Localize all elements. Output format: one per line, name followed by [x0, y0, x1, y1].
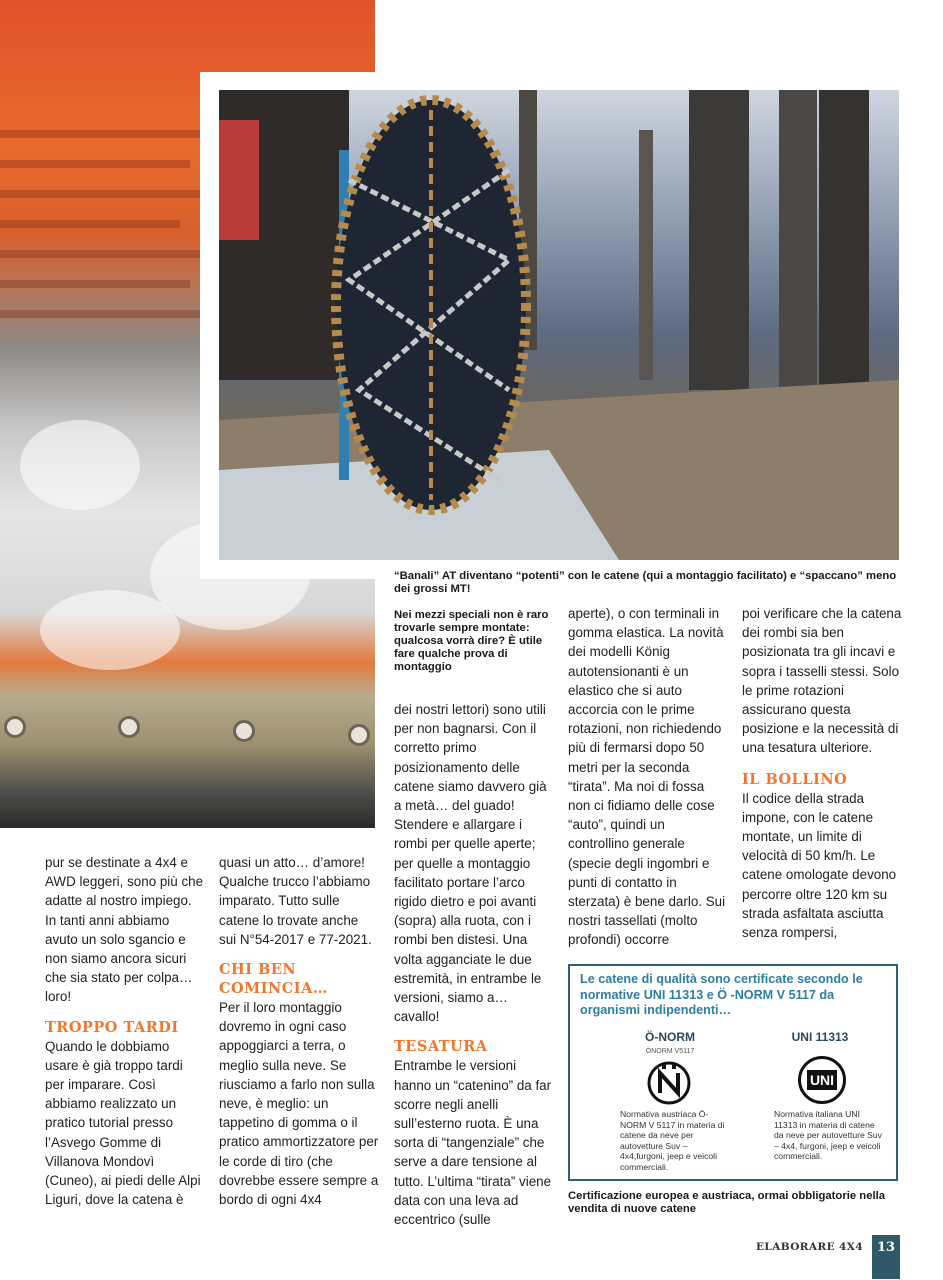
- snow-clump: [20, 420, 140, 510]
- bolt: [118, 716, 140, 738]
- paragraph: aperte), o con terminali in gomma elastica. La novità dei modelli König autotensionanti è un elastico che si auto accorcia con le prime rotazioni, non richiedendo più di fermarsi dopo 50 metri per la seconda “tirata”. Ma noi di fossa non ci fidiamo delle cose “auto”, quindi un controllino generale (specie degli ingombri e punti di contatto in sterzata) è bene darlo. Sui nostri tassellati (molto profondi) occorre: [568, 606, 726, 948]
- photo-stripe: [0, 310, 200, 318]
- photo-stripe: [0, 280, 190, 288]
- onorm-title: Ö-NORM: [645, 1030, 695, 1044]
- photo-stripe: [0, 190, 200, 198]
- text-column-3: [394, 700, 554, 1229]
- photo-caption: “Banali” AT diventano “potenti” con le catene (qui a montaggio facilitato) e “spaccano” meno dei grossi MT!: [394, 570, 897, 595]
- paragraph: dei nostri lettori) sono utili per non bagnarsi. Con il corretto primo posizionamento delle catene siamo davvero già a metà… del guado! Stendere e allargare i rombi per quelle aperte; per quelle a montaggio facilitato portare l’arco rigido dietro e poi avanti (sopra) alla ruota, con i rombi ben distesi. Una volta agganciate le due estremità, in entrambe le versioni, siamo a… cavallo!: [394, 702, 547, 1025]
- paragraph: quasi un atto… d’amore! Qualche trucco l’abbiamo imparato. Tutto sulle catene lo trovate anche sui N°54-2017 e 77-2021.: [219, 855, 372, 947]
- paragraph: Per il loro montaggio dovremo in ogni caso appoggiarci a terra, o meglio sulla neve. Se riusciamo a farlo non sulla neve, è meglio: un tappetino di gomma o il pratico ammortizzatore per le corde di tiro (che dovrebbe essere sempre a bordo di ogni 4x4: [219, 1000, 379, 1208]
- certification-box: [568, 964, 898, 1181]
- paragraph: Entrambe le versioni hanno un “catenino” da far scorre negli anelli sull’esterno ruota. È una sorta di “tangenziale” che serve a dare tensione al tutto. L’ultima “tirata” viene data con una leva ad eccentrico (sulle: [394, 1058, 552, 1228]
- section-heading-il-bollino: IL BOLLINO: [742, 770, 848, 788]
- photo-stripe: [0, 130, 200, 138]
- tire-chain-photo: [219, 90, 899, 560]
- page-number: 13: [872, 1235, 900, 1279]
- tire-chain-illustration: [219, 90, 899, 560]
- photo-stripe: [0, 220, 180, 228]
- section-heading-troppo-tardi: TROPPO TARDI: [45, 1018, 179, 1036]
- uni-logo-text: UNI: [807, 1070, 837, 1090]
- snow-clump: [40, 590, 180, 670]
- paragraph: Il codice della strada impone, con le catene montate, un limite di velocità di 50 km/h. Le catene omologate devono percorre oltre 120 km su strada asfaltata asciutta senza rompersi,: [742, 790, 897, 941]
- uni-logo-icon: [798, 1056, 846, 1104]
- text-column-1: [45, 853, 205, 1209]
- text-column-4: [568, 604, 728, 950]
- pull-quote: Nei mezzi speciali non è raro trovarle sempre montate: qualcosa vorrà dire? È utile fare qualche prova di montaggio: [394, 609, 549, 673]
- section-heading-tesatura: TESATURA: [394, 1038, 488, 1056]
- bolt: [233, 720, 255, 742]
- uni-title: UNI 11313: [791, 1030, 849, 1044]
- onorm-logo-label: ÖNORM V5117: [645, 1048, 695, 1055]
- paragraph: Quando le dobbiamo usare è già troppo tardi per imparare. Così abbiamo realizzato un pratico tutorial presso l’Asvego Gomme di Villanova Mondovì (Cuneo), ai piedi delle Alpi Liguri, dove la catena è: [45, 1038, 201, 1208]
- onorm-description: Normativa austriaca Ö-NORM V 5117 in materia di catene da neve per autovetture Suv – 4x4,furgoni, jeep e veicoli commerciali.: [620, 1109, 725, 1172]
- paragraph: poi verificare che la catena dei rombi sia ben posizionata tra gli incavi e sopra i tasselli stessi. Solo le prime rotazioni assicurano questa posizione e la necessità di una tesatura ulteriore.: [742, 606, 902, 756]
- magazine-name: ELABORARE 4X4: [756, 1241, 863, 1253]
- text-column-2: [219, 853, 379, 1209]
- cert-title: Le catene di qualità sono certificate secondo le normative UNI 11313 e Ö -NORM V 5117 da organismi indipendenti…: [580, 972, 863, 1017]
- photo-stripe: [0, 160, 190, 168]
- paragraph: pur se destinate a 4x4 e AWD leggeri, sono più che adatte al nostro impiego. In tanti anni abbiamo avuto un solo sgancio e non siamo ancora sicuri che sia stato per colpa… loro!: [45, 855, 204, 1005]
- certification-caption: Certificazione europea e austriaca, ormai obbligatorie nella vendita di nuove catene: [568, 1190, 886, 1215]
- uni-description: Normativa italiana UNI 11313 in materia di catene da neve per autovetture Suv – 4x4, furgoni, jeep e veicoli commerciali.: [774, 1109, 882, 1162]
- bolt: [348, 724, 370, 746]
- onorm-logo-icon: [646, 1060, 692, 1106]
- section-heading-chi-ben-comincia: CHI BEN COMINCIA…: [219, 961, 328, 998]
- bolt: [4, 716, 26, 738]
- text-column-5: [742, 604, 902, 942]
- photo-stripe: [0, 250, 200, 258]
